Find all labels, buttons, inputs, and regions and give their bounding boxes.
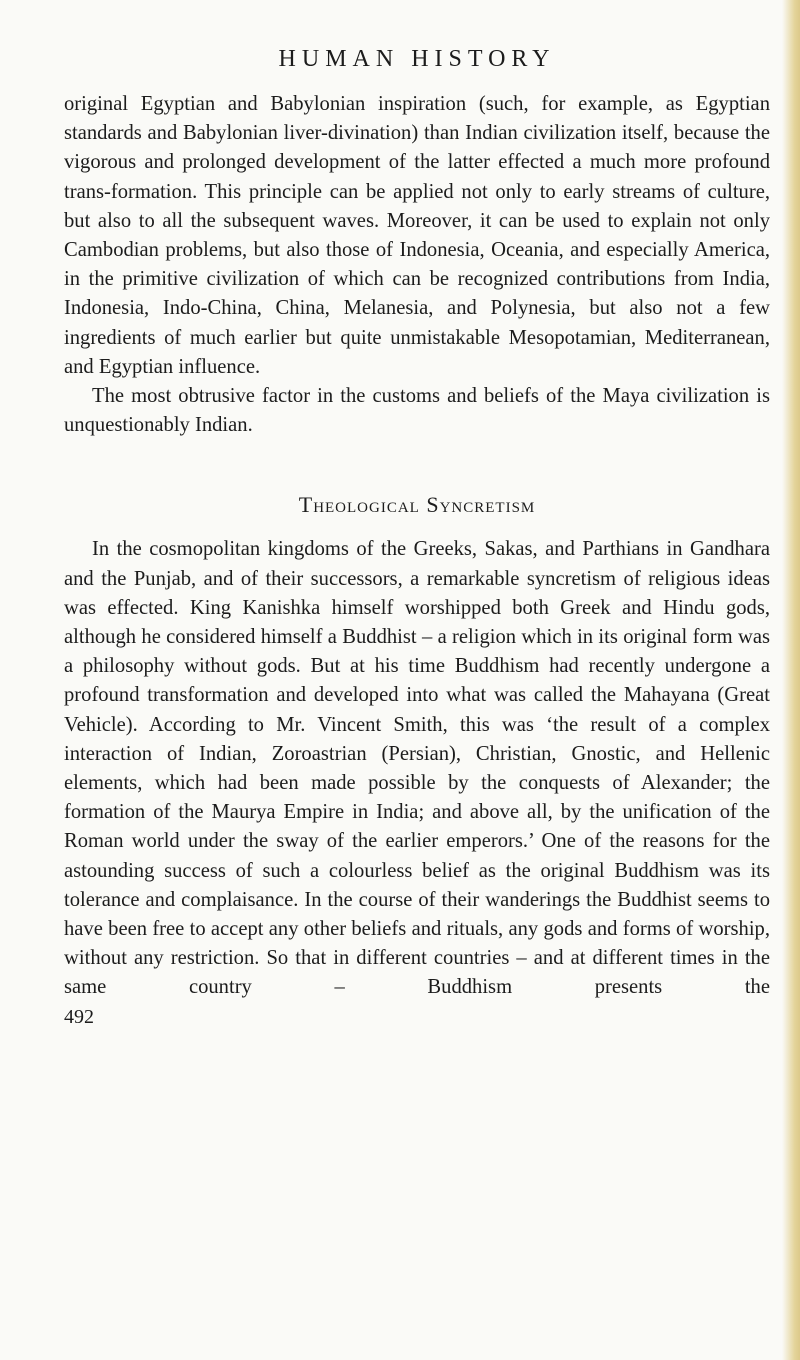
- paragraph-syncretism: In the cosmopolitan kingdoms of the Greeks, Sakas, and Parthians in Gandhara and the Punjab, and of their successors, a remarkable syncretism of religious ideas was effected. King Kanishka himself worshipped both Greek and Hindu gods, although he considered himself a Buddhist – a religion which in its original form was a philosophy without gods. But at his time Buddhism had recently undergone a profound transformation and developed into what was called the Mahayana (Great Vehicle). According to Mr. Vincent Smith, this was ‘the result of a complex interaction of Indian, Zoroastrian (Persian), Christian, Gnostic, and Hellenic elements, which had been made possible by the conquests of Alexander; the formation of the Maurya Empire in India; and above all, by the unification of the Roman world under the sway of the earlier emperors.’ One of the reasons for the astounding success of such a colourless belief as the original Buddhism was its tolerance and complaisance. In the course of their wanderings the Buddhist seems to have been free to accept any other beliefs and rituals, any gods and forms of worship, without any restriction. So that in different countries – and at different times in the same country – Buddhism presents the: [64, 538, 770, 999]
- page-edge: [782, 0, 800, 1360]
- opening-text: [64, 90, 770, 440]
- section-title: Theological Syncretism: [298, 492, 536, 518]
- page-number: 492: [64, 1005, 94, 1028]
- paragraph-continuation: original Egyptian and Babylonian inspiration (such, for example, as Egyptian standards and Babylonian liver-divination) than Indian civilization itself, because the vigorous and prolonged development of the latter effected a much more profound trans-formation. This principle can be applied not only to early streams of culture, but also to all the subsequent waves. Moreover, it can be used to explain not only Cambodian problems, but also those of Indonesia, Oceania, and especially America, in the primitive civilization of which can be recognized contributions from India, Indonesia, Indo-China, China, Melanesia, and Polynesia, but also not a few ingredients of much earlier but quite unmistakable Mesopotamian, Mediterranean, and Egyptian influence.: [64, 93, 770, 378]
- paragraph-maya: The most obtrusive factor in the customs and beliefs of the Maya civilization is unquestionably Indian.: [64, 385, 770, 437]
- book-page: [64, 0, 770, 1031]
- running-head: HUMAN HISTORY: [278, 46, 556, 72]
